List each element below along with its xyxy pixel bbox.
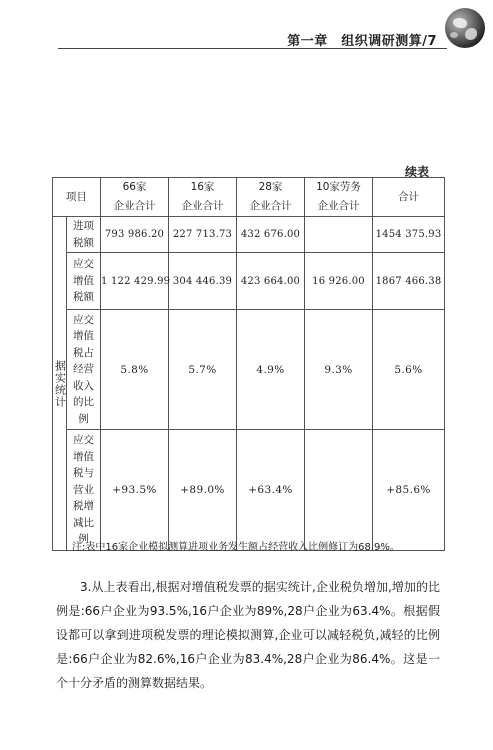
running-header-title: 第一章 组织调研测算/7 (287, 34, 437, 49)
table-row (53, 310, 445, 430)
table-cell: 16 926.00 (305, 253, 373, 310)
table-cell: 5.6% (373, 310, 445, 430)
row-label: 应交 增值 税占 经营 收入 的比 例 (67, 310, 101, 430)
column-header-item: 项目 (53, 178, 101, 217)
table-cell: +89.0% (169, 430, 237, 551)
table-cell: +85.6% (373, 430, 445, 551)
table-row (53, 217, 445, 253)
table-cell: 423 664.00 (237, 253, 305, 310)
column-header-10: 10家劳务 企业合计 (305, 178, 373, 217)
table-header-row (53, 178, 445, 217)
table-cell: 1454 375.93 (373, 217, 445, 253)
table-cell: +93.5% (101, 430, 169, 551)
table-footnote: 注:表中16家企业模拟测算进项业务发生额占经营收入比例修订为68.9%。 (72, 542, 400, 553)
row-label: 应交 增值 税额 (67, 253, 101, 310)
row-label: 应交 增值 税与 营业 税增 减比 例 (67, 430, 101, 551)
header-rule (58, 48, 447, 49)
body-paragraph: 3.从上表看出,根据对增值税发票的据实统计,企业税负增加,增加的比例是:66户企业为93.5%,16户企业为89%,28户企业为63.4%。根据假设都可以拿到进项税发票的理论模拟测算,企业可以减轻税负,减轻的比例是:66户企业为82.6%,16户企业为83.4%,28户企业为86.4%。这是一个十分矛盾的测算数据结果。 (56, 580, 440, 690)
table-cell: 793 986.20 (101, 217, 169, 253)
column-header-total: 合计 (373, 178, 445, 217)
tax-statistics-table (52, 177, 445, 551)
table-cell: 5.8% (101, 310, 169, 430)
table-cell: +63.4% (237, 430, 305, 551)
column-header-66: 66家 企业合计 (101, 178, 169, 217)
table-cell (305, 430, 373, 551)
table-row (53, 253, 445, 310)
column-header-16: 16家 企业合计 (169, 178, 237, 217)
table-cell: 227 713.73 (169, 217, 237, 253)
table-cell: 9.3% (305, 310, 373, 430)
row-label: 进项 税额 (67, 217, 101, 253)
table-cell: 5.7% (169, 310, 237, 430)
table-cell (305, 217, 373, 253)
table-cell: 1867 466.38 (373, 253, 445, 310)
table-cell: 304 446.39 (169, 253, 237, 310)
table-cell: 4.9% (237, 310, 305, 430)
group-label-actual-statistics: 据实统计 (53, 217, 67, 551)
continued-label: 续表 (405, 165, 430, 179)
table-cell: 432 676.00 (237, 217, 305, 253)
table-cell: 1 122 429.99 (101, 253, 169, 310)
globe-icon (445, 8, 485, 48)
page-header (0, 0, 493, 60)
table-row (53, 430, 445, 551)
column-header-28: 28家 企业合计 (237, 178, 305, 217)
